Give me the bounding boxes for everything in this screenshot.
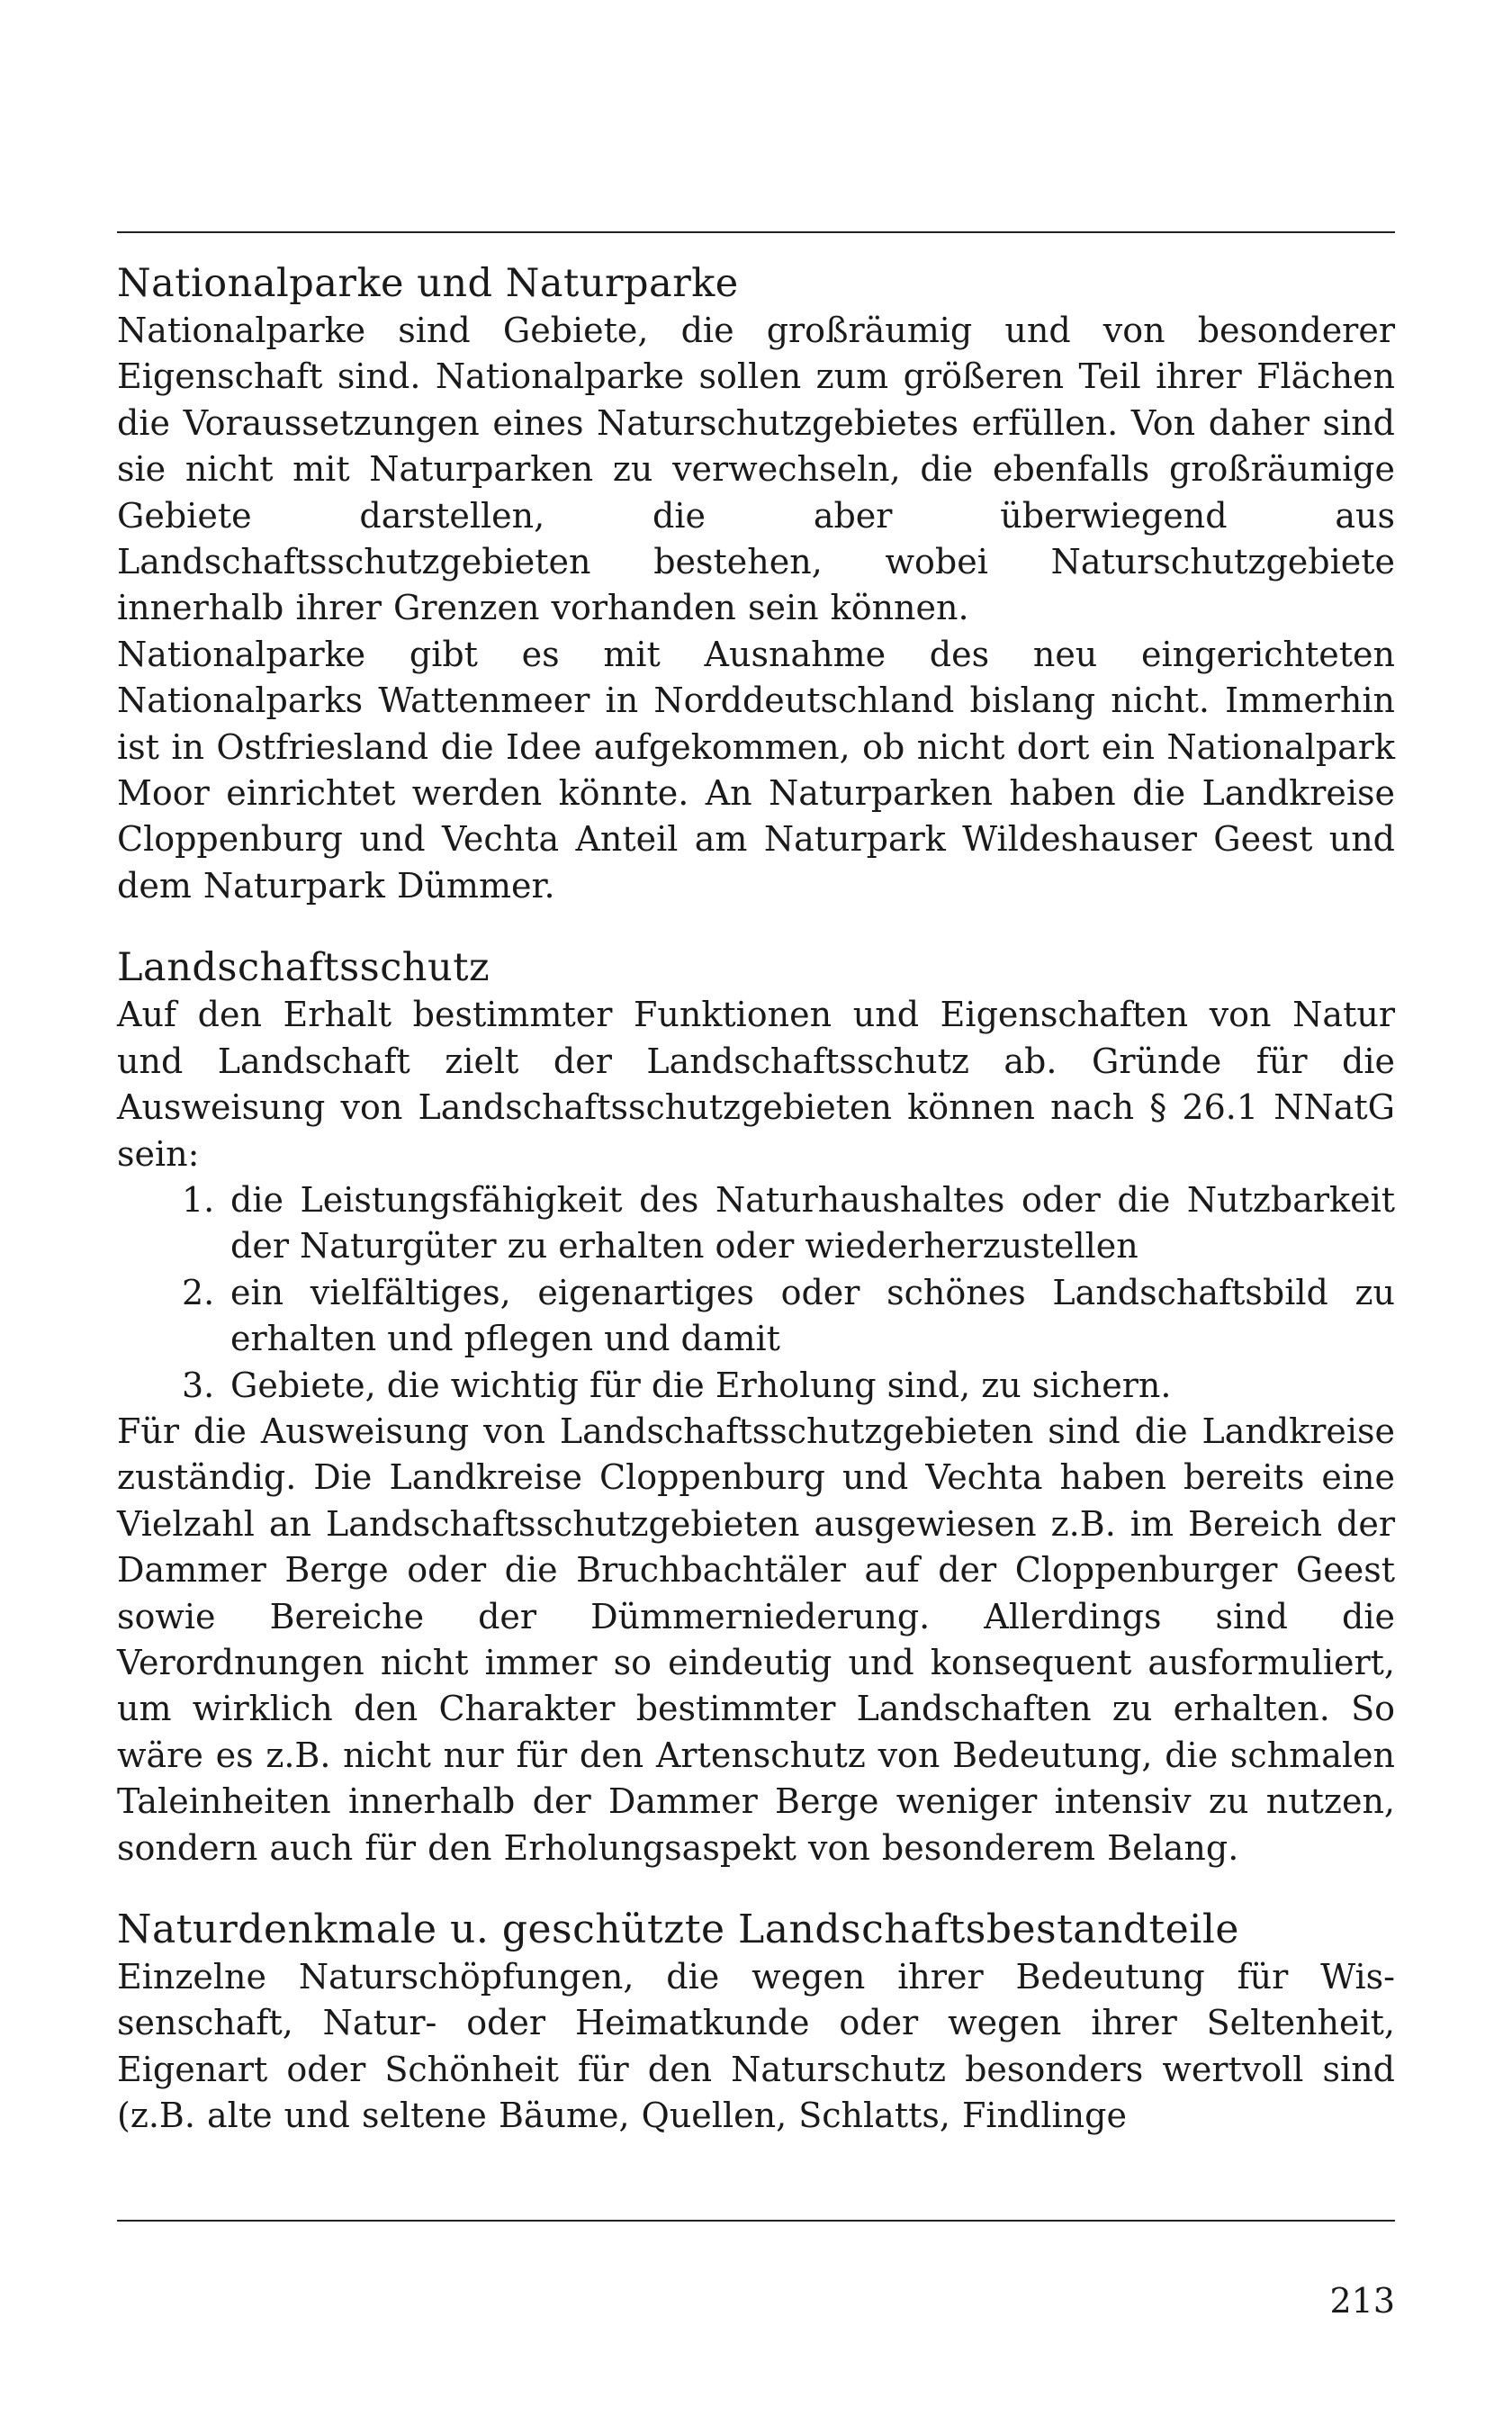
list-text: ein vielfältiges, eigenartiges oder schönes Landschaftsbild zu erhalten und pflegen und damit	[230, 1272, 1395, 1359]
list-item	[182, 1270, 1395, 1363]
bottom-rule	[117, 2220, 1395, 2222]
paragraph: Nationalparke sind Gebiete, die großräumig und von besonderer Eigenschaft sind. Nationalparke sollen zum größeren Teil ihrer Flächen die Voraussetzungen eines Naturschutzgebietes erfüllen. Von daher sind sie nicht mit Naturparken zu verwechseln, die ebenfalls großräumige Gebiete darstellen, die aber überwiegend aus Landschaftsschutzgebieten bestehen, wobei Naturschutzgebiete innerhalb ihrer Grenzen vorhanden sein können.	[117, 311, 1395, 628]
paragraph: Nationalparke gibt es mit Ausnahme des neu eingerichteten Nationalparks Wattenmeer in Norddeutschland bislang nicht. Immerhin ist in Ostfriesland die Idee aufgekommen, ob nicht dort ein Nationalpark Moor einrichtet werden könnte. An Naturparken haben die Landkreise Cloppenburg und Vechta Anteil am Naturpark Wildeshauser Geest und dem Naturpark Dümmer.	[117, 634, 1395, 906]
paragraph: Auf den Erhalt bestimmter Funktionen und Eigenschaften von Natur und Landschaft zielt der Landschaftsschutz ab. Gründe für die Ausweisung von Landschaftsschutzgebieten können nach § 26.1 NNatG sein:	[117, 995, 1395, 1174]
page-number: 213	[1329, 2281, 1395, 2321]
list-number: 2.	[182, 1272, 215, 1312]
reasons-list	[117, 1177, 1395, 1409]
section-heading: Naturdenkmale u. geschützte Landschaftsbestandteile	[117, 1907, 1239, 1952]
paragraph: Für die Ausweisung von Landschaftsschutzgebieten sind die Landkreise zuständig. Die Landkreise Cloppenburg und Vechta haben bereits eine Vielzahl an Landschaftsschutzgebieten ausgewiesen z.B. im Bereich der Dammer Berge oder die Bruchbachtäler auf der Cloppenburger Geest sowie Bereiche der Dümmerniederung. Allerdings sind die Verordnungen nicht immer so eindeutig und konsequent ausformuliert, um wirklich den Charakter bestimmter Landschaften zu erhalten. So wäre es z.B. nicht nur für den Artenschutz von Bedeutung, die schmalen Taleinheiten innerhalb der Dammer Berge weniger intensiv zu nutzen, sondern auch für den Erholungsaspekt von besonderem Belang.	[117, 1411, 1395, 1868]
list-number: 1.	[182, 1179, 215, 1220]
list-text: die Leistungsfähigkeit des Naturhaushaltes oder die Nutzbarkeit der Naturgüter zu erhalten oder wiederherzustellen	[230, 1179, 1395, 1267]
book-page	[117, 0, 1395, 2434]
page-content	[117, 259, 1395, 2140]
section-naturdenkmale	[117, 1906, 1395, 2140]
section-heading: Nationalparke und Naturparke	[117, 261, 739, 306]
section-heading: Landschaftsschutz	[117, 945, 490, 991]
list-item	[182, 1177, 1395, 1270]
list-text: Gebiete, die wichtig für die Erholung sind, zu sichern.	[230, 1365, 1172, 1405]
paragraph: Einzelne Naturschöpfungen, die wegen ihrer Bedeutung für Wissenschaft, Natur- oder Heimatkunde oder wegen ihrer Seltenheit, Eigenart oder Schönheit für den Naturschutz besonders wertvoll sind (z.B. alte und seltene Bäume, Quellen, Schlatts, Findlinge	[117, 1957, 1395, 2136]
section-landschaftsschutz	[117, 943, 1395, 1871]
section-nationalparke	[117, 259, 1395, 909]
top-rule	[117, 231, 1395, 233]
list-number: 3.	[182, 1365, 215, 1405]
list-item	[182, 1363, 1395, 1409]
